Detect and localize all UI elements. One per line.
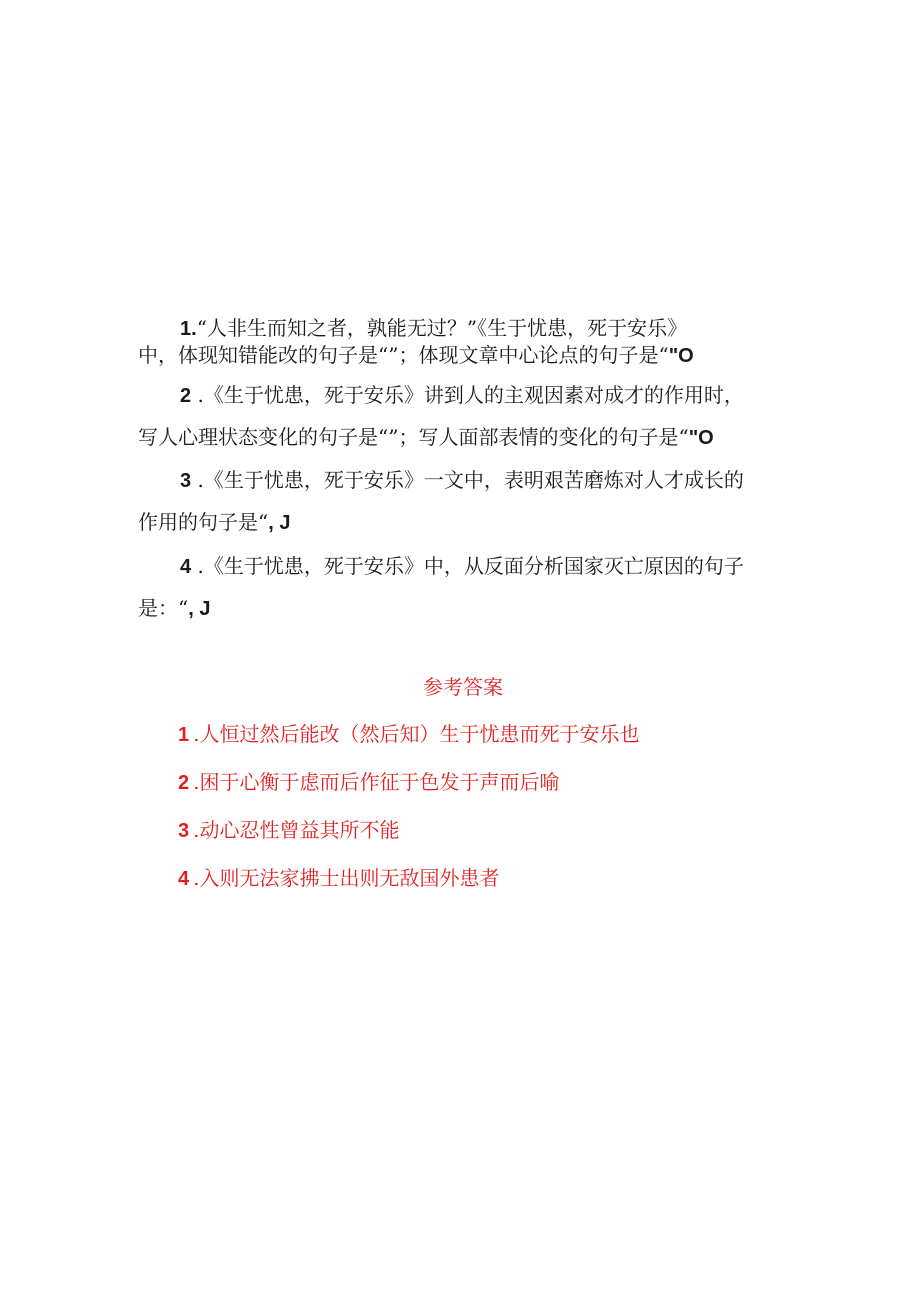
question-1-line-2 <box>138 345 694 366</box>
question-4-text: .《生于忧患，死于安乐》中，从反面分析国家灭亡原因的句子 <box>197 554 744 578</box>
answer-1-text: .人恒过然后能改（然后知）生于忧患而死于安乐也 <box>193 722 640 746</box>
answer-1-number: 1 <box>178 724 190 746</box>
answer-2 <box>178 771 559 794</box>
question-4-line-1 <box>180 556 744 577</box>
answer-3 <box>178 819 399 842</box>
question-2-line-1 <box>180 385 744 406</box>
question-4-tail: , J <box>188 598 211 620</box>
question-2-number: 2 <box>180 385 192 407</box>
question-3-line-2 <box>138 512 290 533</box>
answer-3-text: .动心忍性曾益其所不能 <box>193 818 400 842</box>
answer-3-number: 3 <box>178 820 190 842</box>
answer-1 <box>178 723 639 746</box>
question-3-continuation: 作用的句子是“ <box>138 510 269 534</box>
answer-2-text: .困于心衡于虑而后作征于色发于声而后喻 <box>193 770 560 794</box>
question-4-line-2 <box>138 598 210 619</box>
answer-4 <box>178 867 499 890</box>
question-1-number: 1. <box>180 318 197 340</box>
question-2-continuation: 写人心理状态变化的句子是“”；写人面部表情的变化的句子是“ <box>138 425 689 449</box>
answer-2-number: 2 <box>178 772 190 794</box>
question-1-line-1 <box>180 318 687 339</box>
question-2-text: .《生于忧患，死于安乐》讲到人的主观因素对成才的作用时， <box>197 383 744 407</box>
question-3-line-1 <box>180 470 744 491</box>
answer-4-number: 4 <box>178 868 190 890</box>
question-3-number: 3 <box>180 470 192 492</box>
answers-title: 参考答案 <box>423 675 503 699</box>
question-3-text: .《生于忧患，死于安乐》一文中，表明艰苦磨炼对人才成长的 <box>197 468 744 492</box>
question-2-line-2 <box>138 427 714 448</box>
question-2-tail: "O <box>688 427 714 449</box>
question-1-text: “人非生而知之者，孰能无过？”《生于忧患，死于安乐》 <box>196 316 688 340</box>
question-3-tail: , J <box>268 512 291 534</box>
question-4-continuation: 是：“ <box>138 596 189 620</box>
answer-4-text: .入则无法家拂士出则无敌国外患者 <box>193 866 500 890</box>
question-4-number: 4 <box>180 556 192 578</box>
question-1-continuation: 中，体现知错能改的句子是“”；体现文章中心论点的句子是“ <box>138 343 669 367</box>
question-1-tail: "O <box>668 345 694 367</box>
